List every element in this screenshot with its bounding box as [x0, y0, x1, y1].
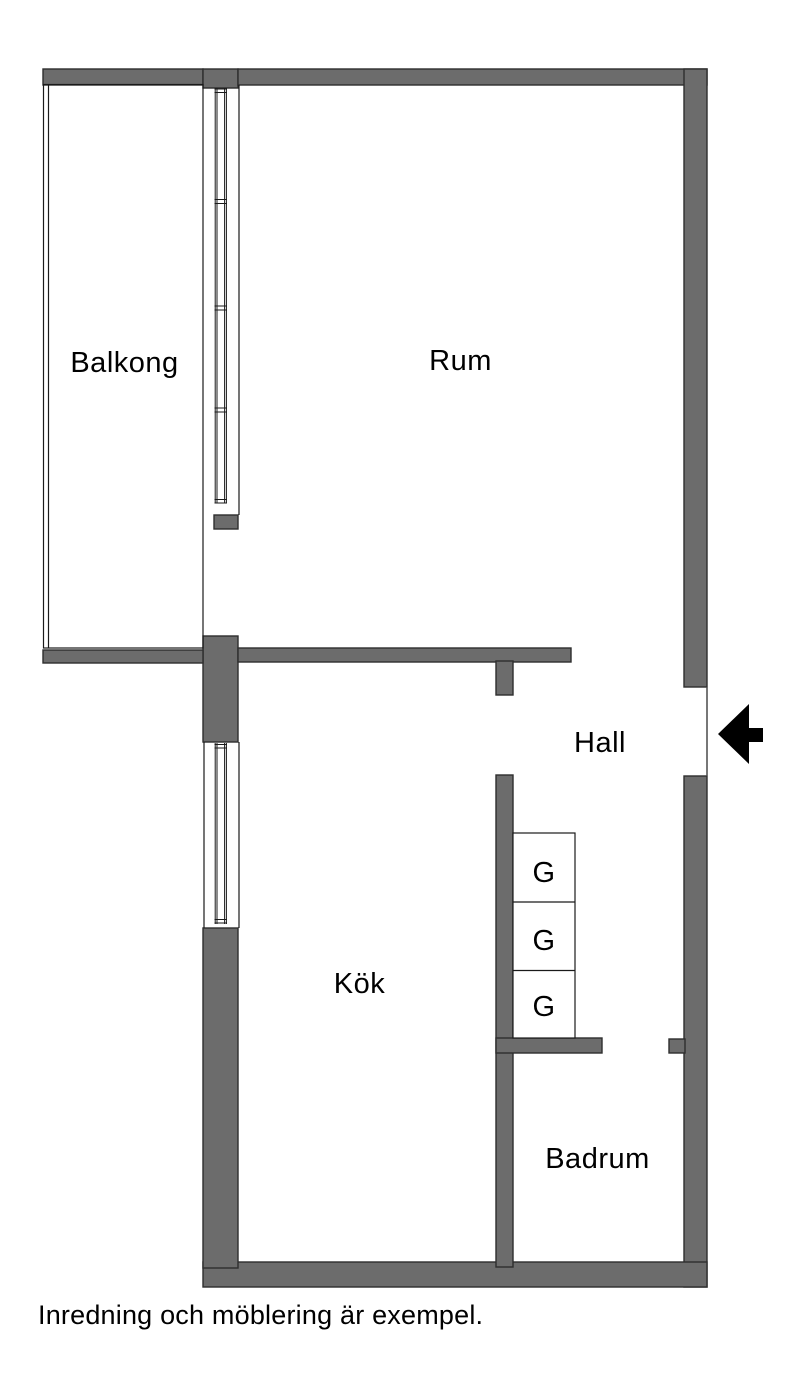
right-wall-lower [684, 776, 707, 1287]
closet-label-2: G [532, 925, 556, 957]
kitchen-bathroom-wall [496, 775, 513, 1267]
kitchen-window [215, 743, 228, 924]
bathroom-label: Badrum [545, 1143, 650, 1175]
top-wall-left [43, 69, 203, 85]
kitchen-label: Kök [333, 968, 386, 1000]
window-end-block [214, 515, 238, 529]
bathroom-north-wall [496, 1038, 602, 1053]
bathroom-door-stub [669, 1039, 685, 1053]
balcony-window [215, 88, 228, 503]
hall-label: Hall [574, 727, 626, 759]
walls [43, 69, 707, 1287]
bottom-wall [203, 1262, 707, 1287]
room-south-wall [238, 648, 571, 662]
top-wall-window-head [203, 69, 238, 88]
right-wall-upper [684, 69, 707, 687]
entrance-arrow-icon [718, 704, 763, 764]
windows [215, 88, 228, 924]
hall-north-stub-wall [496, 661, 513, 695]
room-label: Rum [429, 345, 492, 377]
balcony-south-wall [43, 650, 203, 663]
caption: Inredning och möblering är exempel. [38, 1300, 484, 1330]
top-wall-right [238, 69, 707, 85]
kitchen-west-pillar [203, 636, 238, 742]
closet-label-1: G [532, 857, 556, 889]
thin-outlines [44, 85, 240, 929]
kitchen-west-wall-lower [203, 928, 238, 1268]
closet-label-3: G [532, 991, 556, 1023]
balcony-label: Balkong [70, 347, 179, 379]
